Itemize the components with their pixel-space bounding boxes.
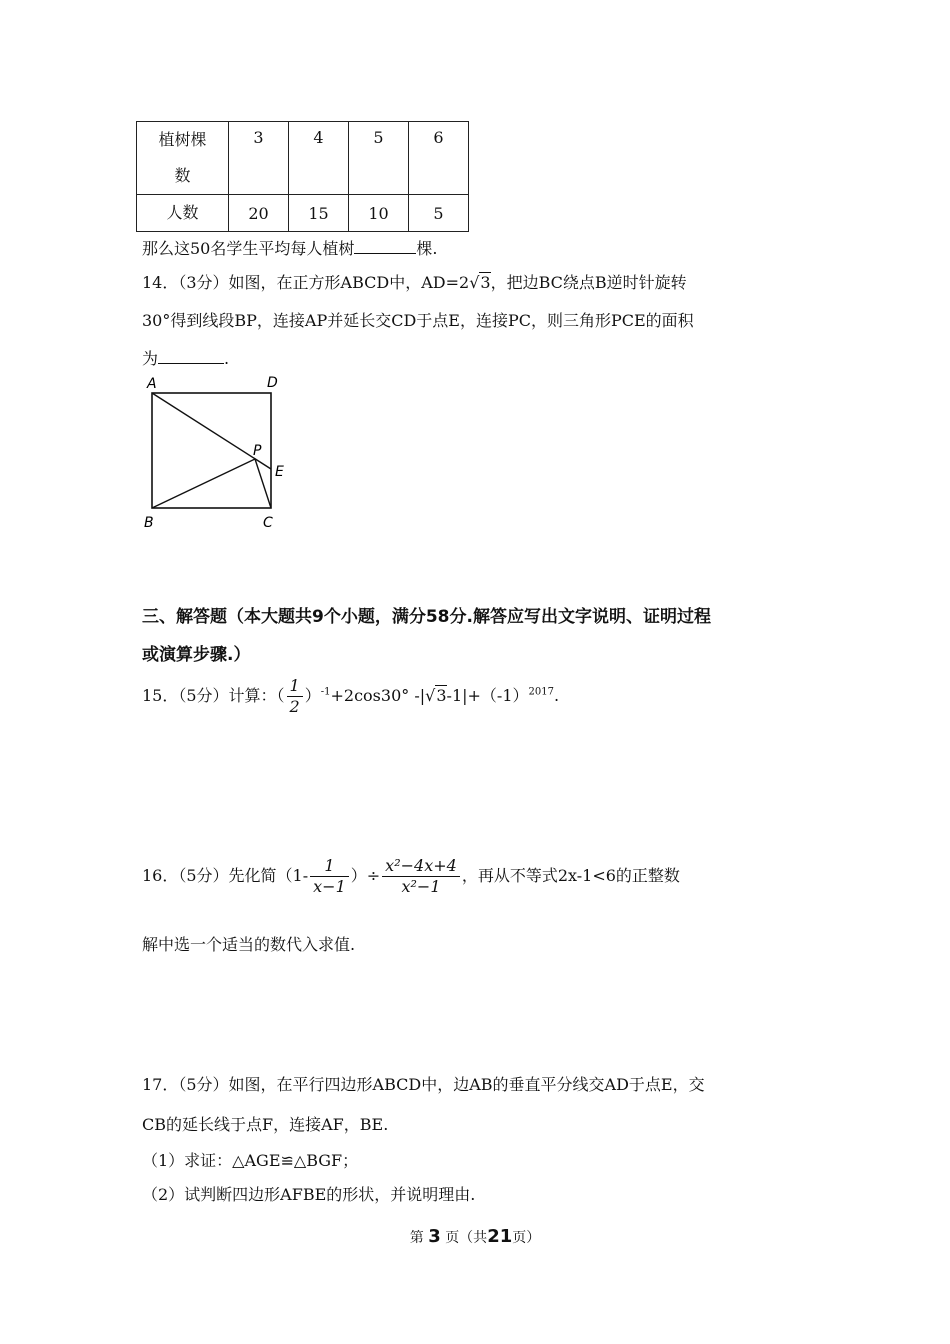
frac-den: x²−1	[401, 877, 441, 896]
table-cell: 10	[349, 195, 409, 232]
q14-line-1: 14．（3分）如图，在正方形ABCD中，AD=2√3，把边BC绕点B逆时针旋转	[142, 273, 687, 292]
table-cell: 3	[229, 122, 289, 195]
q16-line-2: 解中选一个适当的数代入求值.	[142, 935, 356, 954]
label-e: E	[275, 464, 284, 480]
fraction-one-half	[287, 676, 303, 717]
fraction-quadratic	[382, 856, 460, 897]
q14-text-end: .	[224, 349, 230, 368]
table-cell: 5	[349, 122, 409, 195]
header-line-1: 植树棵	[158, 130, 207, 149]
page-number: 3	[428, 1226, 441, 1247]
label-c: C	[263, 515, 273, 531]
table-cell: 6	[409, 122, 469, 195]
section-heading-line-2: 或演算步骤.）	[142, 645, 251, 665]
exponent: -1	[320, 686, 331, 698]
segment-pc	[255, 459, 271, 508]
answer-blank[interactable]	[354, 237, 416, 254]
q15-prefix: 15．（5分）计算：（	[142, 686, 285, 705]
q17-line-1: 17．（5分）如图，在平行四边形ABCD中，边AB的垂直平分线交AD于点E，交	[142, 1075, 705, 1094]
q16-suffix: ，再从不等式2x-1<6的正整数	[461, 866, 680, 885]
table-header-people: 人数	[137, 195, 229, 232]
table-cell: 4	[289, 122, 349, 195]
square-figure	[140, 372, 300, 537]
label-b: B	[144, 515, 154, 531]
q16-divide: ）÷	[350, 866, 381, 885]
q17-item-1: （1）求证：△AGE≌△BGF；	[142, 1151, 359, 1170]
sqrt-radicand: 3	[436, 686, 447, 705]
q14-text-c: 为	[142, 349, 159, 368]
q16-line-1	[142, 856, 680, 897]
q15-paren: ）	[304, 686, 321, 705]
q15-part: +2cos30° -|	[330, 686, 426, 705]
q17-item-2: （2）试判断四边形AFBE的形状，并说明理由.	[142, 1185, 476, 1204]
page-total: 21	[487, 1226, 513, 1247]
footer-text: 第	[409, 1230, 424, 1246]
exponent: 2017	[528, 686, 554, 698]
q13-text-end: 棵.	[416, 239, 438, 258]
frac-num: 1	[310, 856, 349, 877]
table-cell: 20	[229, 195, 289, 232]
section-heading-line-1: 三、解答题（本大题共9个小题，满分58分.解答应写出文字说明、证明过程	[142, 607, 711, 627]
tree-planting-table	[136, 121, 469, 232]
answer-blank[interactable]	[158, 347, 224, 364]
label-d: D	[267, 375, 278, 391]
q13-text: 那么这50名学生平均每人植树	[142, 239, 355, 258]
q15-end: .	[553, 686, 560, 705]
frac-den: x−1	[313, 877, 346, 896]
table-cell: 5	[409, 195, 469, 232]
frac-num: 1	[287, 676, 303, 697]
q14-text-b: ，把边BC绕点B逆时针旋转	[490, 273, 687, 292]
q15-part: -1|+（-1）	[446, 686, 529, 705]
q17-line-2: CB的延长线于点F，连接AF，BE.	[142, 1115, 389, 1134]
q14-line-3	[142, 346, 229, 369]
footer-text: 页（共	[445, 1230, 488, 1246]
footer-text: 页）	[512, 1230, 541, 1246]
frac-den: 2	[289, 697, 300, 716]
q16-prefix: 16．（5分）先化简（1-	[142, 866, 309, 885]
segment-bp	[152, 459, 255, 508]
frac-num: x²−4x+4	[382, 856, 460, 877]
header-line-2: 数	[174, 166, 191, 185]
table-header-trees	[137, 122, 229, 195]
label-a: A	[147, 376, 157, 392]
q13-answer-line	[142, 236, 437, 259]
q14-text-a: 14．（3分）如图，在正方形ABCD中，AD=2	[142, 273, 470, 292]
fraction-1-over-x-1	[310, 856, 349, 897]
q15-line: 15．（5分）计算：（ $\frac{1}{2}$ ）$^{-1}$+2cos30° $-|√3-1|+(-1)^{2017}$.	[142, 676, 560, 716]
page-footer	[0, 1226, 950, 1247]
q14-line-2: 30°得到线段BP，连接AP并延长交CD于点E，连接PC，则三角形PCE的面积	[142, 311, 694, 330]
label-p: P	[253, 443, 262, 459]
sqrt-radicand: 3	[480, 273, 491, 292]
table-cell: 15	[289, 195, 349, 232]
